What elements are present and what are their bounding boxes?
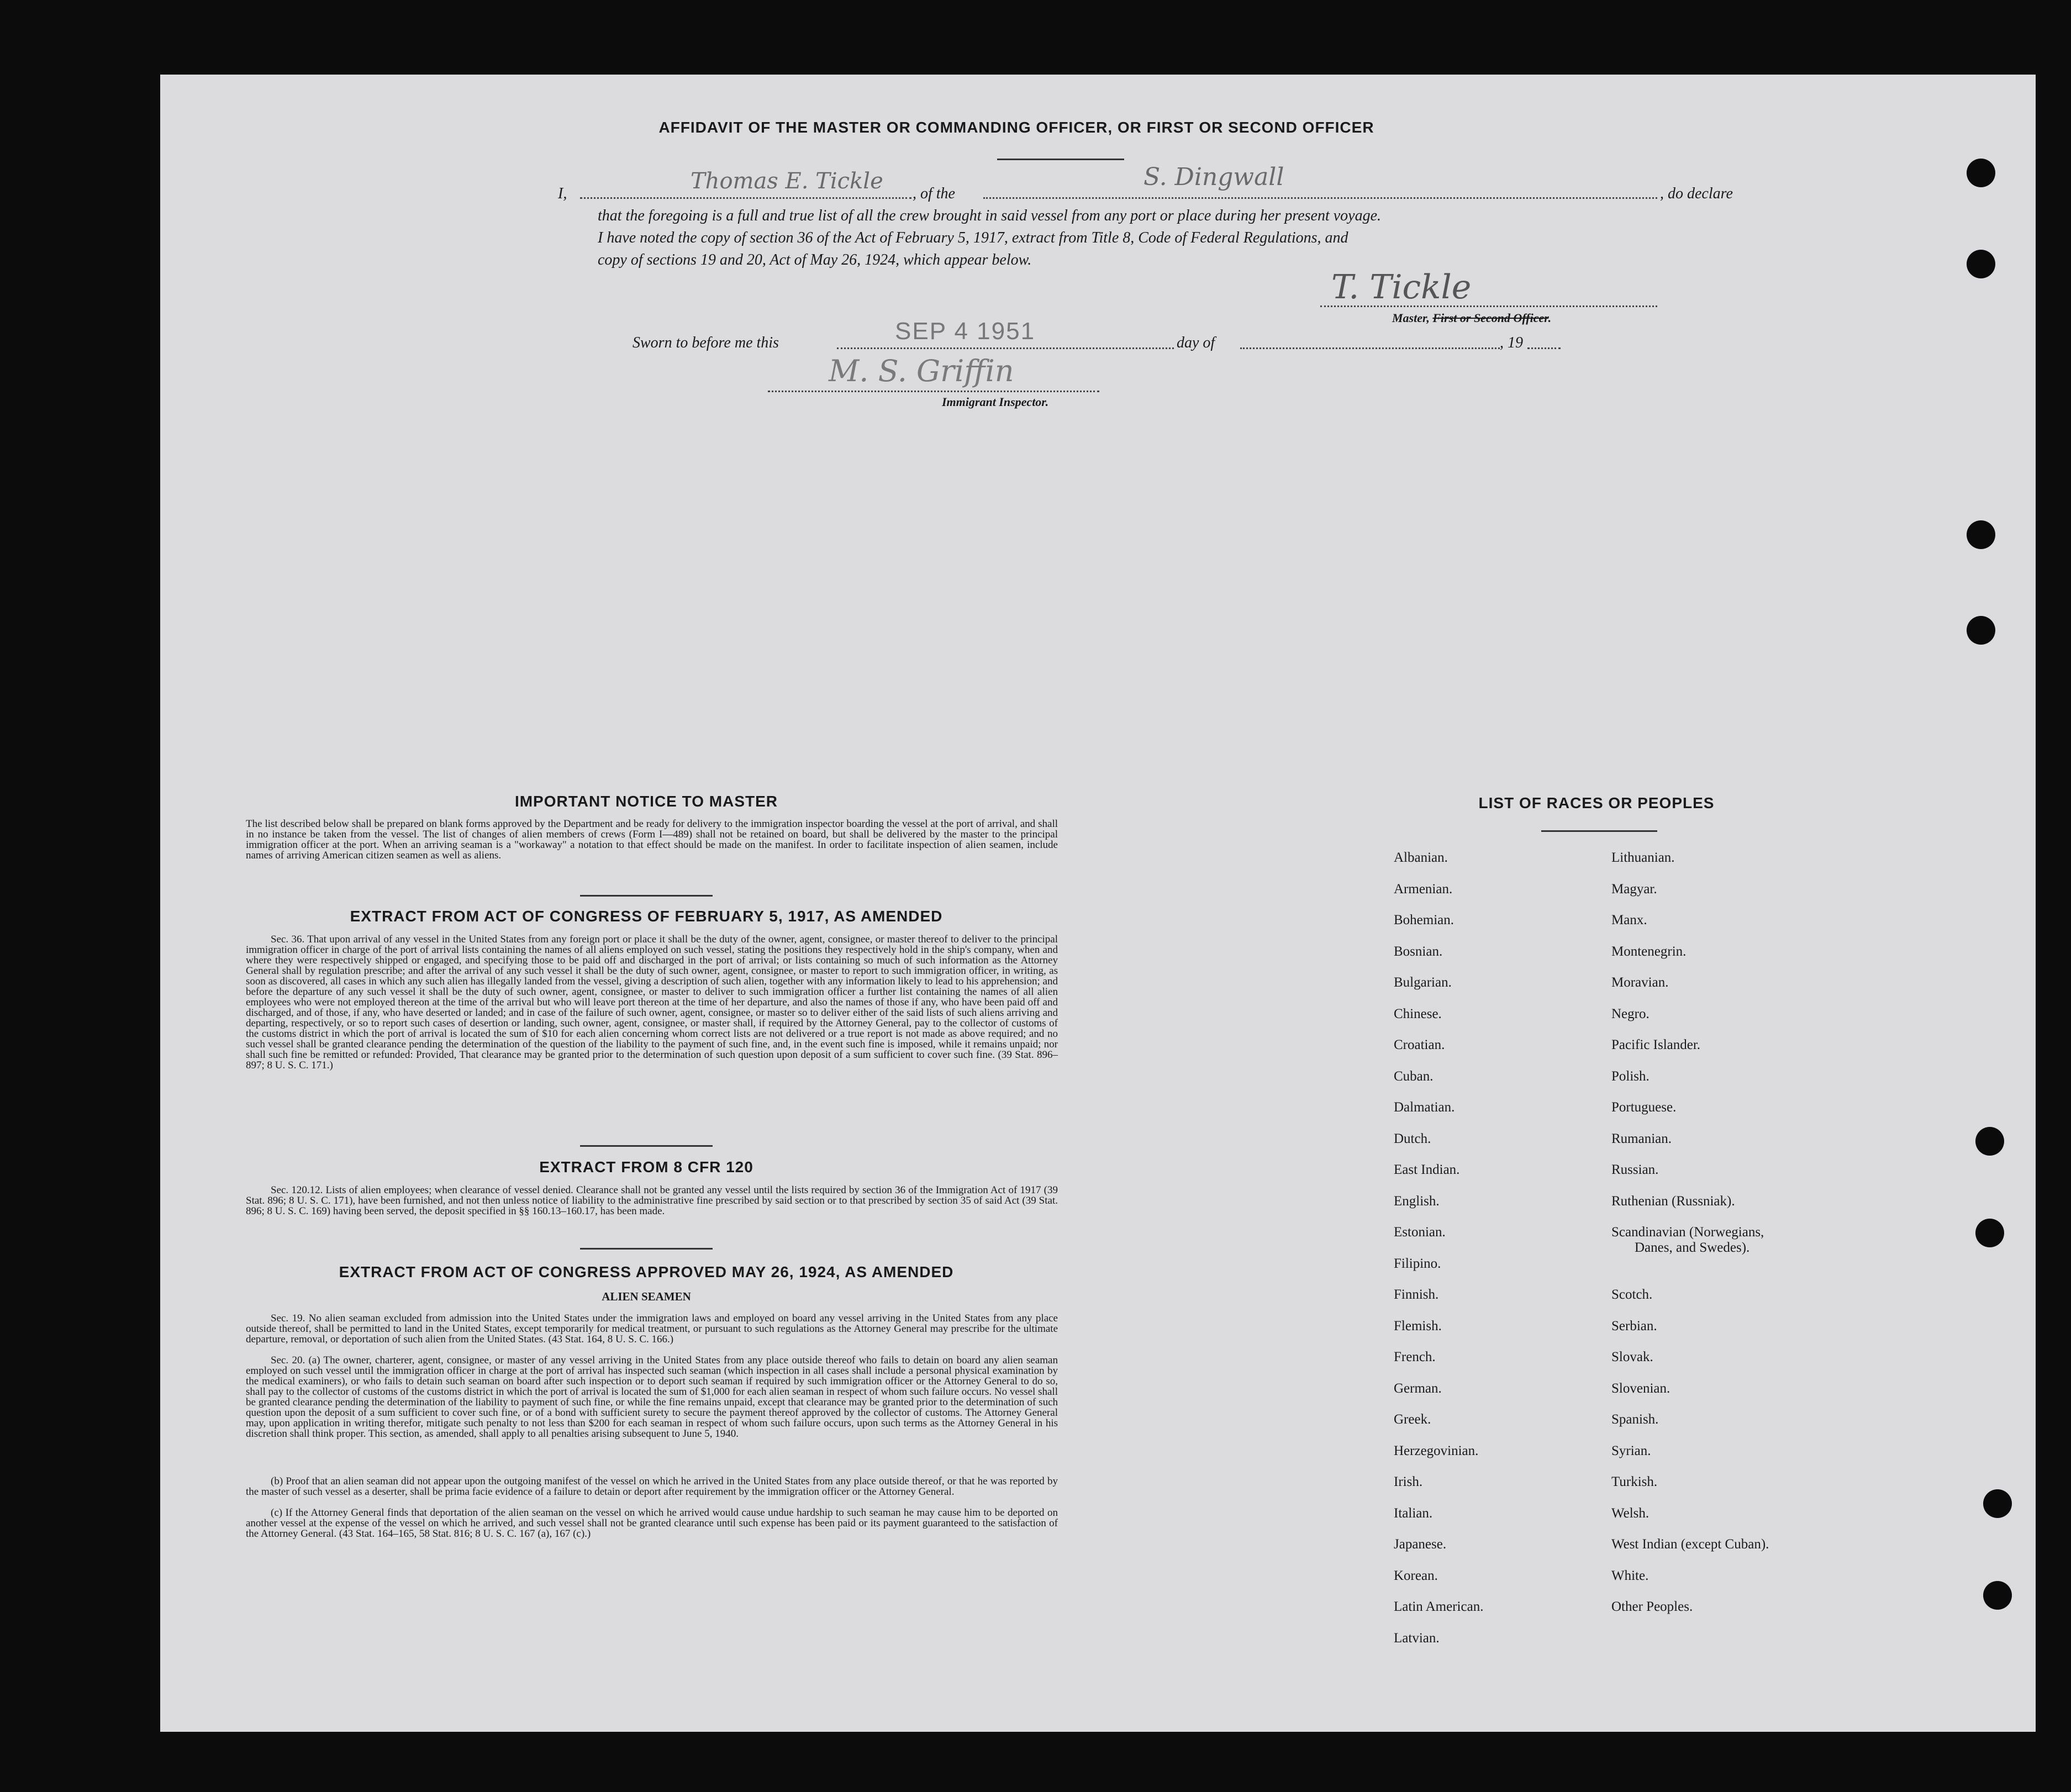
- affidavit-line3: I have noted the copy of section 36 of the Act of February 5, 1917, extract from Title 8, Code of Federal Regulations, and: [598, 229, 1348, 246]
- race-item: Flemish.: [1394, 1318, 1442, 1334]
- race-item: Slovak.: [1611, 1350, 1653, 1364]
- notice-title: IMPORTANT NOTICE TO MASTER: [514, 793, 778, 810]
- race-item: Finnish.: [1394, 1287, 1439, 1302]
- sworn-day-line: [837, 347, 1174, 349]
- races-column-1: [1394, 842, 1483, 1654]
- race-item: Syrian.: [1611, 1443, 1651, 1458]
- race-item: Ruthenian (Russniak).: [1611, 1193, 1735, 1209]
- race-item: Albanian.: [1394, 850, 1448, 865]
- sworn-year-line: [1527, 347, 1561, 349]
- punch-hole: [1983, 1489, 2012, 1518]
- affidavit-line4: copy of sections 19 and 20, Act of May 26, 1924, which appear below.: [598, 251, 1032, 268]
- master-signature-line: [1320, 305, 1657, 307]
- extract-1924-sec20a: Sec. 20. (a) The owner, charterer, agent, consignee, or master of any vessel arriving in the United States from any place outside thereof who fails to detain on board any alien seaman employed on such vessel until the immigration officer in charge at the port of arrival has inspected such seaman (which inspection in all cases shall include a personal physical examination by the medical examiners), or who fails to detain such seaman on board after such inspection or to deport such seaman if required by such immigration officer or the Attorney General to do so, shall pay to the collector of customs of the customs district in which the port of arrival is located the sum of $1,000 for each alien seaman in respect of whom such failure occurs. No vessel shall be granted clearance pending the determination of the liability to payment of such fine, or while the fine remains unpaid, except that clearance may be granted prior to the determination of such question upon the deposit of a sum sufficient to cover such fine, or of a bond with sufficient surety to secure the payment thereof approved by the collector of customs. The Attorney General may, upon application in writing therefor, mitigate such penalty to not less than $200 for each seaman in respect of whom such failure occurs, upon such terms as the Attorney General in his discretion shall think proper. This section, as amended, shall apply to all penalties arising subsequent to June 5, 1940.: [246, 1354, 1058, 1440]
- extract-1924-title: EXTRACT FROM ACT OF CONGRESS APPROVED MAY 26, 1924, AS AMENDED: [339, 1263, 954, 1280]
- inspector-signature-line: [768, 391, 1099, 392]
- race-item: Negro.: [1611, 1006, 1650, 1021]
- race-item: Other Peoples.: [1611, 1599, 1693, 1614]
- race-item: Turkish.: [1611, 1474, 1658, 1489]
- signer-name-handwritten: Thomas E. Tickle: [691, 168, 883, 194]
- race-item: White.: [1611, 1568, 1649, 1583]
- punch-hole: [1983, 1581, 2012, 1610]
- race-item: Estonian.: [1394, 1225, 1446, 1240]
- race-item: Japanese.: [1394, 1537, 1447, 1552]
- vessel-name-handwritten: S. Dingwall: [1143, 163, 1284, 191]
- race-item: Welsh.: [1611, 1505, 1650, 1521]
- race-item: [1611, 1217, 1769, 1279]
- sworn-year-label: , 19: [1500, 334, 1523, 351]
- race-item: Bohemian.: [1394, 913, 1455, 927]
- race-item: Korean.: [1394, 1568, 1438, 1583]
- race-item: Serbian.: [1611, 1318, 1657, 1334]
- race-item: Spanish.: [1611, 1412, 1659, 1427]
- sworn-day-label: day of: [1177, 334, 1215, 351]
- vessel-name-line: [983, 197, 1657, 199]
- signer-name-line: [580, 197, 911, 199]
- race-item: East Indian.: [1394, 1162, 1460, 1177]
- extract-1917-divider: [580, 1145, 713, 1147]
- sworn-prefix: Sworn to before me this: [633, 334, 779, 351]
- race-item: English.: [1394, 1193, 1440, 1209]
- master-label-end: .: [1548, 311, 1552, 325]
- race-item: Bulgarian.: [1394, 975, 1452, 990]
- races-title-underline: [1541, 830, 1657, 832]
- race-item: Dalmatian.: [1394, 1100, 1455, 1115]
- sworn-date-stamp: SEP 4 1951: [895, 318, 1036, 345]
- race-item: Rumanian.: [1611, 1131, 1672, 1146]
- punch-hole: [1975, 1127, 2004, 1156]
- sworn-month-line: [1240, 347, 1500, 349]
- affidavit-line1-suffix: , do declare: [1660, 185, 1733, 202]
- race-item: Latin American.: [1394, 1599, 1484, 1614]
- extract-1917-title: EXTRACT FROM ACT OF CONGRESS OF FEBRUARY 5, 1917, AS AMENDED: [350, 908, 943, 925]
- race-item: Chinese.: [1394, 1006, 1442, 1021]
- notice-divider: [580, 895, 713, 897]
- race-item: Montenegrin.: [1611, 944, 1687, 959]
- punch-hole: [1975, 1219, 2004, 1247]
- race-item: Armenian.: [1394, 881, 1453, 897]
- race-item: French.: [1394, 1350, 1436, 1364]
- extract-1924-subtitle: ALIEN SEAMEN: [602, 1290, 691, 1303]
- master-label: [1392, 311, 1551, 325]
- extract-1924-sec20b: (b) Proof that an alien seaman did not appear upon the outgoing manifest of the vessel on which he arrived in the United States from any place outside thereof, or that he was reported by the master of such vessel as a deserter, shall be prima facie evidence of a failure to detain or deport after requirement by the immigration officer or the Attorney General.: [246, 1475, 1058, 1498]
- affidavit-line2: that the foregoing is a full and true list of all the crew brought in said vessel from any port or place during her present voyage.: [598, 207, 1382, 224]
- race-item: Russian.: [1611, 1162, 1659, 1177]
- race-item: Scotch.: [1611, 1287, 1653, 1302]
- race-item: Magyar.: [1611, 881, 1657, 897]
- race-item: German.: [1394, 1380, 1442, 1396]
- master-label-prefix: Master,: [1392, 311, 1433, 325]
- race-item: Manx.: [1611, 913, 1647, 927]
- punch-hole: [1967, 250, 1995, 278]
- affidavit-line1-mid: , of the: [913, 185, 955, 202]
- extract-1924-sec19: Sec. 19. No alien seaman excluded from admission into the United States under the immigration laws and employed on board any vessel arriving in the United States from any place outside thereof, shall be permitted to land in the United States, except temporarily for medical treatment, or pursuant to such regulations as the Attorney General may prescribe for the ultimate departure, removal, or deportation of such alien from the United States. (43 Stat. 164, 8 U. S. C. 166.): [246, 1313, 1058, 1345]
- race-item: Portuguese.: [1611, 1100, 1677, 1115]
- race-item: Lithuanian.: [1611, 850, 1675, 865]
- punch-hole: [1967, 520, 1995, 549]
- race-item: Cuban.: [1394, 1068, 1434, 1084]
- race-item: Polish.: [1611, 1068, 1650, 1084]
- race-item: Irish.: [1394, 1474, 1423, 1489]
- race-item: West Indian (except Cuban).: [1611, 1537, 1769, 1552]
- race-item: Herzegovinian.: [1394, 1443, 1479, 1458]
- notice-text: The list described below shall be prepared on blank forms approved by the Department and be ready for delivery to the immigration inspector boarding the vessel at the port of arrival, and shall in no instance be taken from the vessel. The list of changes of alien members of crews (Form I—489) shall not be retained on board, but shall be delivered by the master to the principal immigration officer at the port. When an arriving seaman is a "workaway" a notation to that effect should be made on the manifest. In order to facilitate inspection of alien seamen, include names of arriving American citizen seamen as well as aliens.: [246, 818, 1058, 861]
- race-item: Pacific Islander.: [1611, 1037, 1701, 1052]
- race-item-line: Danes, and Swedes).: [1635, 1240, 1750, 1255]
- race-item: Bosnian.: [1394, 944, 1443, 959]
- extract-8cfr-divider: [580, 1248, 713, 1250]
- races-title: LIST OF RACES OR PEOPLES: [1478, 794, 1715, 811]
- race-item: Dutch.: [1394, 1131, 1431, 1146]
- inspector-signature-handwritten: M. S. Griffin: [829, 354, 1014, 388]
- document-sheet: [160, 75, 2036, 1732]
- master-signature-handwritten: T. Tickle: [1331, 268, 1472, 307]
- race-item: Moravian.: [1611, 975, 1669, 990]
- race-item: Filipino.: [1394, 1256, 1441, 1271]
- affidavit-title: AFFIDAVIT OF THE MASTER OR COMMANDING OFFICER, OR FIRST OR SECOND OFFICER: [658, 119, 1374, 136]
- extract-1917-text: Sec. 36. That upon arrival of any vessel in the United States from any foreign port or place it shall be the duty of the owner, agent, consignee, or master thereof to deliver to the principal immigration officer in charge of the port of arrival lists containing the names of all aliens employed on such vessel, stating the positions they respectively hold in the ship's company, when and where they were respectively shipped or engaged, and specifying those to be paid off and discharged in the port of arrival; or lists containing so much of such information as the Attorney General shall by regulation prescribe; and after the arrival of any such vessel it shall be the duty of such owner, agent, consignee, or master to report to such immigration officer, in writing, as soon as discovered, all cases in which any such alien has illegally landed from the vessel, giving a description of such alien, together with any information likely to lead to his apprehension; and before the departure of any such vessel it shall be the duty of such owner, agent, consignee, or master to deliver to such immigration officer a further list containing the names of all alien employees who were not employed thereon at the time of the arrival but who will leave port thereon at the time of her departure, and also the names of those if any, who have been paid off and discharged, and of those, if any, who have deserted or landed; and in case of the failure of such owner, agent, consignee, or master so to deliver either of the said lists of such aliens arriving and departing, respectively, or so to report such cases of desertion or landing, such owner, agent, consignee, or master shall, if required by the Attorney General, pay to the collector of customs of the customs district in which the port of arrival is located the sum of $10 for each alien concerning whom correct lists are not delivered or a true report is not made as above required; and no such vessel shall be granted clearance pending the determination of the question of the liability to the payment of such fine, and, in the event such fine is imposed, while it remains unpaid; nor shall such fine be remitted or refunded: Provided, That clearance may be granted prior to the determination of such question upon deposit of a sum sufficient to cover such fine. (39 Stat. 896–897; 8 U. S. C. 171.): [246, 934, 1058, 1071]
- race-item: Croatian.: [1394, 1037, 1445, 1052]
- race-item: Italian.: [1394, 1505, 1433, 1521]
- races-column-2: [1611, 842, 1769, 1623]
- race-item: Latvian.: [1394, 1630, 1440, 1646]
- punch-hole: [1967, 159, 1995, 187]
- race-item: Greek.: [1394, 1412, 1431, 1427]
- title-underline: [997, 159, 1124, 160]
- extract-1924-sec20c: (c) If the Attorney General finds that deportation of the alien seaman on the vessel on which he arrived would cause undue hardship to such seaman he may cause him to be deported on another vessel at the expense of the vessel on which he arrived, and such vessel shall not be granted clearance until such expense has been paid or its payment guaranteed to the satisfaction of the Attorney General. (43 Stat. 164–165, 58 Stat. 816; 8 U. S. C. 167 (a), 167 (c).): [246, 1507, 1058, 1540]
- race-item-line: Scandinavian (Norwegians,: [1611, 1225, 1764, 1240]
- extract-8cfr-text: Sec. 120.12. Lists of alien employees; when clearance of vessel denied. Clearance shall not be granted any vessel until the lists required by section 36 of the Immigration Act of 1917 (39 Stat. 896; 8 U. S. C. 171), have been furnished, and not then unless notice of liability to the administrative fine prescribed by said section or to that prescribed by section 35 of said Act (39 Stat. 896; 8 U. S. C. 169) having been served, the deposit specified in §§ 160.13–160.17, has been made.: [246, 1184, 1058, 1217]
- affidavit-line1-prefix: I,: [558, 185, 567, 202]
- punch-hole: [1967, 616, 1995, 645]
- extract-8cfr-title: EXTRACT FROM 8 CFR 120: [539, 1158, 753, 1176]
- race-item: Slovenian.: [1611, 1380, 1670, 1396]
- inspector-label: Immigrant Inspector.: [942, 395, 1049, 409]
- master-label-struck: First or Second Officer: [1432, 311, 1548, 325]
